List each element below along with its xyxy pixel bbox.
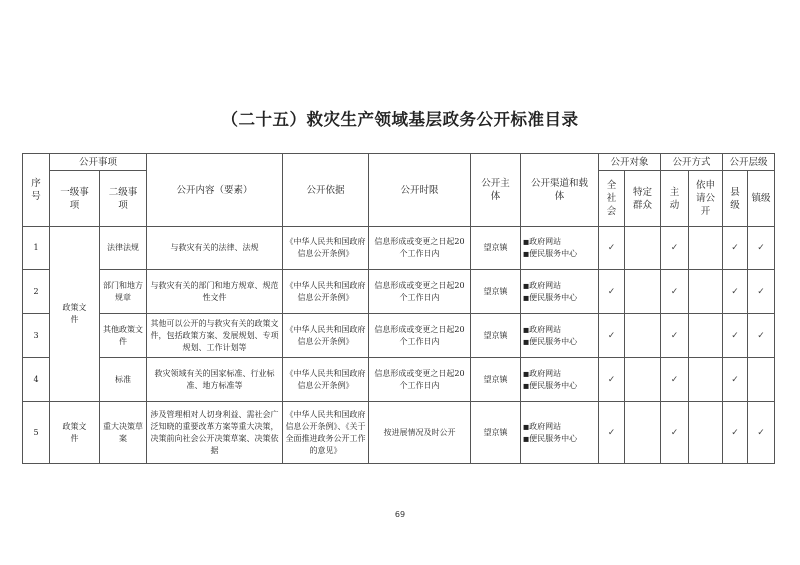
check-cell-empty [625, 270, 661, 314]
check-mark-icon: ✓ [723, 227, 748, 270]
page-title: （二十五）救灾生产领域基层政务公开标准目录 [221, 110, 579, 129]
channel-item: 政府网站 [529, 280, 562, 290]
basis-cell: 《中华人民共和国政府信息公开条例》 [283, 227, 369, 270]
header-channel: 公开渠道和载体 [521, 154, 599, 227]
black-square-bullet-icon: ■ [523, 337, 530, 346]
check-mark-icon: ✓ [599, 314, 625, 358]
content-cell: 与救灾有关的法律、法规 [147, 227, 283, 270]
content-cell: 救灾领域有关的国家标准、行业标准、地方标准等 [147, 358, 283, 402]
catalog-table [22, 153, 775, 464]
channel-item: 便民服务中心 [529, 433, 578, 443]
subject-cell: 望京镇 [471, 227, 521, 270]
content-cell: 涉及管理相对人切身利益、需社会广泛知晓的重要改革方案等重大决策，决策前向社会公开决策草案、决策依据 [147, 402, 283, 464]
check-cell-empty [689, 270, 723, 314]
channel-item: 便民服务中心 [529, 292, 578, 302]
level2-cell: 法律法规 [100, 227, 147, 270]
header-method: 公开方式 [661, 154, 723, 171]
table-row [23, 227, 775, 270]
check-mark-icon: ✓ [599, 227, 625, 270]
check-mark-icon: ✓ [723, 270, 748, 314]
channel-cell [521, 270, 599, 314]
header-seq: 序号 [23, 154, 50, 227]
subject-cell: 望京镇 [471, 358, 521, 402]
basis-cell: 《中华人民共和国政府信息公开条例》 [283, 358, 369, 402]
black-square-bullet-icon: ■ [523, 369, 530, 378]
check-mark-icon: ✓ [723, 358, 748, 402]
subject-cell: 望京镇 [471, 270, 521, 314]
black-square-bullet-icon: ■ [523, 422, 530, 431]
seq-cell: 2 [23, 270, 50, 314]
level2-cell: 重大决策草案 [100, 402, 147, 464]
basis-cell: 《中华人民共和国政府信息公开条例》 [283, 270, 369, 314]
time-limit-cell: 信息形成或变更之日起20个工作日内 [369, 314, 471, 358]
check-cell-empty [625, 402, 661, 464]
channel-item: 政府网站 [529, 368, 562, 378]
time-limit-cell: 按进展情况及时公开 [369, 402, 471, 464]
channel-cell [521, 358, 599, 402]
content-cell: 其他可以公开的与救灾有关的政策文件，包括政策方案、发展规划、专项规划、工作计划等 [147, 314, 283, 358]
check-mark-icon: ✓ [661, 358, 689, 402]
header-basis: 公开依据 [283, 154, 369, 227]
table-row [23, 270, 775, 314]
check-mark-icon: ✓ [661, 402, 689, 464]
table-row [23, 314, 775, 358]
check-cell-empty [625, 314, 661, 358]
header-public-items: 公开事项 [50, 154, 147, 171]
black-square-bullet-icon: ■ [523, 281, 530, 290]
check-mark-icon: ✓ [661, 314, 689, 358]
check-mark-icon: ✓ [599, 402, 625, 464]
black-square-bullet-icon: ■ [523, 293, 530, 302]
header-method-request: 依申请公开 [689, 171, 723, 227]
channel-cell [521, 314, 599, 358]
header-content: 公开内容（要素） [147, 154, 283, 227]
time-limit-cell: 信息形成或变更之日起20个工作日内 [369, 358, 471, 402]
check-mark-icon: ✓ [748, 402, 775, 464]
check-cell-empty [689, 314, 723, 358]
seq-cell: 4 [23, 358, 50, 402]
check-cell-empty [625, 358, 661, 402]
header-level: 公开层级 [723, 154, 775, 171]
check-mark-icon: ✓ [723, 314, 748, 358]
header-level1: 一级事项 [50, 171, 100, 227]
header-target-specific: 特定群众 [625, 171, 661, 227]
check-mark-icon: ✓ [748, 270, 775, 314]
black-square-bullet-icon: ■ [523, 325, 530, 334]
check-mark-icon: ✓ [599, 270, 625, 314]
header-target-all: 全社会 [599, 171, 625, 227]
seq-cell: 1 [23, 227, 50, 270]
check-mark-icon: ✓ [661, 270, 689, 314]
check-mark-icon: ✓ [748, 227, 775, 270]
header-method-active: 主动 [661, 171, 689, 227]
header-time-limit: 公开时限 [369, 154, 471, 227]
level2-cell: 部门和地方规章 [100, 270, 147, 314]
check-mark-icon: ✓ [661, 227, 689, 270]
black-square-bullet-icon: ■ [523, 250, 530, 258]
check-cell-empty [748, 358, 775, 402]
level2-cell: 标准 [100, 358, 147, 402]
channel-item: 政府网站 [529, 324, 562, 334]
time-limit-cell: 信息形成或变更之日起20个工作日内 [369, 270, 471, 314]
subject-cell: 望京镇 [471, 402, 521, 464]
seq-cell: 3 [23, 314, 50, 358]
seq-cell: 5 [23, 402, 50, 464]
table-row [23, 358, 775, 402]
channel-cell [521, 227, 599, 270]
header-subject: 公开主体 [471, 154, 521, 227]
subject-cell: 望京镇 [471, 314, 521, 358]
black-square-bullet-icon: ■ [523, 238, 530, 246]
header-target: 公开对象 [599, 154, 661, 171]
content-cell: 与救灾有关的部门和地方规章、规范性文件 [147, 270, 283, 314]
check-cell-empty [689, 358, 723, 402]
level1-cell: 政策文件 [50, 402, 100, 464]
page-number: 69 [394, 510, 406, 519]
channel-item: 便民服务中心 [529, 249, 578, 258]
channel-item: 政府网站 [529, 421, 562, 431]
channel-item: 政府网站 [529, 237, 562, 246]
check-mark-icon: ✓ [748, 314, 775, 358]
basis-cell: 《中华人民共和国政府信息公开条例》、《关于全面推进政务公开工作的意见》 [283, 402, 369, 464]
channel-item: 便民服务中心 [529, 336, 578, 346]
channel-cell [521, 402, 599, 464]
level1-cell: 政策文件 [50, 227, 100, 402]
header-level-town: 镇级 [748, 171, 775, 227]
table-row [23, 402, 775, 464]
header-level2: 二级事项 [100, 171, 147, 227]
check-mark-icon: ✓ [723, 402, 748, 464]
level2-cell: 其他政策文件 [100, 314, 147, 358]
channel-item: 便民服务中心 [529, 380, 578, 390]
black-square-bullet-icon: ■ [523, 381, 530, 390]
time-limit-cell: 信息形成或变更之日起20个工作日内 [369, 227, 471, 270]
black-square-bullet-icon: ■ [523, 434, 530, 443]
check-cell-empty [689, 227, 723, 270]
basis-cell: 《中华人民共和国政府信息公开条例》 [283, 314, 369, 358]
check-cell-empty [689, 402, 723, 464]
check-mark-icon: ✓ [599, 358, 625, 402]
header-level-county: 县级 [723, 171, 748, 227]
check-cell-empty [625, 227, 661, 270]
